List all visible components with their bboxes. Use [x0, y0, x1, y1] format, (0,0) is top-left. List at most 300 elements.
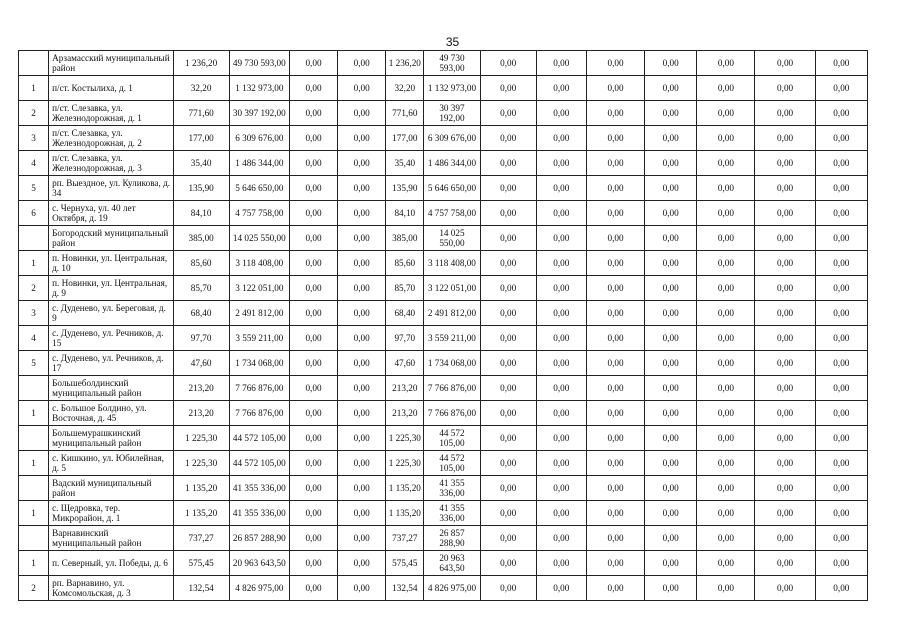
- zero-cell: 0,00: [755, 276, 815, 301]
- zero-cell: 0,00: [815, 526, 867, 551]
- cost-cell: 6 309 676,00: [424, 126, 480, 151]
- zero-cell: 0,00: [536, 326, 586, 351]
- zero-cell: 0,00: [815, 301, 867, 326]
- district-row: [19, 426, 868, 451]
- address-row: [19, 551, 868, 576]
- zero-cell: 0,00: [645, 226, 697, 251]
- zero-cell: 0,00: [338, 451, 386, 476]
- zero-cell: 0,00: [697, 76, 755, 101]
- zero-cell: 0,00: [536, 51, 586, 76]
- address-row: [19, 451, 868, 476]
- area-cell: 737,27: [386, 526, 424, 551]
- zero-cell: 0,00: [338, 201, 386, 226]
- address-cell: п/ст. Костылиха, д. 1: [49, 76, 173, 101]
- zero-cell: 0,00: [480, 76, 536, 101]
- zero-cell: 0,00: [586, 451, 644, 476]
- district-row: [19, 51, 868, 76]
- zero-cell: 0,00: [697, 301, 755, 326]
- zero-cell: 0,00: [586, 176, 644, 201]
- cost-cell: 4 757 758,00: [424, 201, 480, 226]
- zero-cell: 0,00: [755, 201, 815, 226]
- row-number-cell: [19, 226, 49, 251]
- row-number-cell: 1: [19, 76, 49, 101]
- zero-cell: 0,00: [586, 401, 644, 426]
- zero-cell: 0,00: [755, 376, 815, 401]
- zero-cell: 0,00: [480, 226, 536, 251]
- district-row: [19, 376, 868, 401]
- zero-cell: 0,00: [645, 201, 697, 226]
- zero-cell: 0,00: [755, 176, 815, 201]
- address-row: [19, 126, 868, 151]
- cost-cell: 1 486 344,00: [424, 151, 480, 176]
- zero-cell: 0,00: [645, 426, 697, 451]
- zero-cell: 0,00: [338, 401, 386, 426]
- cost-cell: 7 766 876,00: [424, 401, 480, 426]
- area-cell: 575,45: [173, 551, 229, 576]
- zero-cell: 0,00: [815, 151, 867, 176]
- zero-cell: 0,00: [289, 301, 337, 326]
- zero-cell: 0,00: [755, 401, 815, 426]
- zero-cell: 0,00: [289, 51, 337, 76]
- zero-cell: 0,00: [697, 476, 755, 501]
- zero-cell: 0,00: [697, 576, 755, 601]
- zero-cell: 0,00: [697, 351, 755, 376]
- area-cell: 1 225,30: [386, 426, 424, 451]
- zero-cell: 0,00: [338, 526, 386, 551]
- zero-cell: 0,00: [586, 76, 644, 101]
- zero-cell: 0,00: [645, 526, 697, 551]
- zero-cell: 0,00: [289, 551, 337, 576]
- cost-cell: 5 646 650,00: [229, 176, 289, 201]
- zero-cell: 0,00: [480, 526, 536, 551]
- zero-cell: 0,00: [586, 551, 644, 576]
- zero-cell: 0,00: [536, 376, 586, 401]
- cost-cell: 44 572 105,00: [424, 426, 480, 451]
- zero-cell: 0,00: [338, 376, 386, 401]
- area-cell: 213,20: [173, 376, 229, 401]
- zero-cell: 0,00: [815, 351, 867, 376]
- address-row: [19, 501, 868, 526]
- address-row: [19, 176, 868, 201]
- area-cell: 68,40: [173, 301, 229, 326]
- zero-cell: 0,00: [697, 151, 755, 176]
- cost-cell: 6 309 676,00: [229, 126, 289, 151]
- row-number-cell: 6: [19, 201, 49, 226]
- zero-cell: 0,00: [697, 201, 755, 226]
- cost-cell: 1 486 344,00: [229, 151, 289, 176]
- area-cell: 35,40: [173, 151, 229, 176]
- address-cell: п. Новинки, ул. Центральная, д. 9: [49, 276, 173, 301]
- zero-cell: 0,00: [536, 476, 586, 501]
- cost-cell: 26 857 288,90: [424, 526, 480, 551]
- cost-cell: 7 766 876,00: [229, 401, 289, 426]
- zero-cell: 0,00: [586, 276, 644, 301]
- area-cell: 85,60: [173, 251, 229, 276]
- zero-cell: 0,00: [586, 226, 644, 251]
- cost-cell: 41 355 336,00: [424, 501, 480, 526]
- cost-cell: 41 355 336,00: [229, 501, 289, 526]
- row-number-cell: 4: [19, 326, 49, 351]
- zero-cell: 0,00: [755, 126, 815, 151]
- cost-cell: 14 025 550,00: [424, 226, 480, 251]
- zero-cell: 0,00: [536, 126, 586, 151]
- zero-cell: 0,00: [480, 576, 536, 601]
- area-cell: 84,10: [173, 201, 229, 226]
- zero-cell: 0,00: [755, 76, 815, 101]
- zero-cell: 0,00: [697, 501, 755, 526]
- zero-cell: 0,00: [645, 51, 697, 76]
- zero-cell: 0,00: [586, 376, 644, 401]
- row-number-cell: 3: [19, 301, 49, 326]
- zero-cell: 0,00: [480, 351, 536, 376]
- area-cell: 1 236,20: [386, 51, 424, 76]
- zero-cell: 0,00: [289, 401, 337, 426]
- zero-cell: 0,00: [586, 426, 644, 451]
- zero-cell: 0,00: [586, 151, 644, 176]
- zero-cell: 0,00: [697, 176, 755, 201]
- address-row: [19, 576, 868, 601]
- zero-cell: 0,00: [536, 176, 586, 201]
- area-cell: 1 135,20: [173, 476, 229, 501]
- zero-cell: 0,00: [480, 126, 536, 151]
- zero-cell: 0,00: [338, 301, 386, 326]
- zero-cell: 0,00: [536, 501, 586, 526]
- area-cell: 771,60: [386, 101, 424, 126]
- zero-cell: 0,00: [338, 76, 386, 101]
- area-cell: 68,40: [386, 301, 424, 326]
- zero-cell: 0,00: [289, 126, 337, 151]
- cost-cell: 3 122 051,00: [229, 276, 289, 301]
- cost-cell: 3 559 211,00: [229, 326, 289, 351]
- row-number-cell: 1: [19, 551, 49, 576]
- address-cell: с. Дуденево, ул. Речников, д. 17: [49, 351, 173, 376]
- zero-cell: 0,00: [586, 501, 644, 526]
- zero-cell: 0,00: [755, 301, 815, 326]
- zero-cell: 0,00: [338, 501, 386, 526]
- zero-cell: 0,00: [289, 76, 337, 101]
- zero-cell: 0,00: [480, 301, 536, 326]
- zero-cell: 0,00: [289, 201, 337, 226]
- zero-cell: 0,00: [480, 376, 536, 401]
- zero-cell: 0,00: [338, 326, 386, 351]
- address-cell: Большеболдинский муниципальный район: [49, 376, 173, 401]
- address-cell: рп. Варнавино, ул. Комсомольская, д. 3: [49, 576, 173, 601]
- cost-cell: 5 646 650,00: [424, 176, 480, 201]
- zero-cell: 0,00: [815, 201, 867, 226]
- zero-cell: 0,00: [645, 401, 697, 426]
- zero-cell: 0,00: [289, 576, 337, 601]
- zero-cell: 0,00: [697, 51, 755, 76]
- area-cell: 1 135,20: [173, 501, 229, 526]
- zero-cell: 0,00: [289, 351, 337, 376]
- area-cell: 1 225,30: [173, 451, 229, 476]
- zero-cell: 0,00: [536, 101, 586, 126]
- zero-cell: 0,00: [815, 176, 867, 201]
- cost-cell: 1 734 068,00: [424, 351, 480, 376]
- row-number-cell: [19, 476, 49, 501]
- zero-cell: 0,00: [815, 501, 867, 526]
- row-number-cell: 5: [19, 176, 49, 201]
- zero-cell: 0,00: [586, 201, 644, 226]
- zero-cell: 0,00: [815, 226, 867, 251]
- cost-cell: 2 491 812,00: [229, 301, 289, 326]
- zero-cell: 0,00: [536, 151, 586, 176]
- zero-cell: 0,00: [815, 376, 867, 401]
- address-cell: с. Дуденево, ул. Береговая, д. 9: [49, 301, 173, 326]
- zero-cell: 0,00: [586, 476, 644, 501]
- area-cell: 47,60: [173, 351, 229, 376]
- cost-cell: 41 355 336,00: [424, 476, 480, 501]
- address-cell: Арзамасский муниципальный район: [49, 51, 173, 76]
- zero-cell: 0,00: [586, 326, 644, 351]
- district-row: [19, 226, 868, 251]
- row-number-cell: [19, 376, 49, 401]
- zero-cell: 0,00: [697, 551, 755, 576]
- area-cell: 85,70: [386, 276, 424, 301]
- zero-cell: 0,00: [338, 476, 386, 501]
- zero-cell: 0,00: [645, 301, 697, 326]
- cost-cell: 30 397 192,00: [229, 101, 289, 126]
- zero-cell: 0,00: [645, 126, 697, 151]
- address-cell: п/ст. Слезавка, ул. Железнодорожная, д. 1: [49, 101, 173, 126]
- cost-cell: 1 734 068,00: [229, 351, 289, 376]
- zero-cell: 0,00: [645, 101, 697, 126]
- zero-cell: 0,00: [480, 451, 536, 476]
- address-row: [19, 151, 868, 176]
- row-number-cell: 1: [19, 251, 49, 276]
- zero-cell: 0,00: [338, 351, 386, 376]
- cost-cell: 7 766 876,00: [424, 376, 480, 401]
- address-row: [19, 101, 868, 126]
- zero-cell: 0,00: [645, 251, 697, 276]
- cost-cell: 1 132 973,00: [229, 76, 289, 101]
- zero-cell: 0,00: [586, 301, 644, 326]
- zero-cell: 0,00: [338, 251, 386, 276]
- cost-cell: 41 355 336,00: [229, 476, 289, 501]
- zero-cell: 0,00: [536, 551, 586, 576]
- address-row: [19, 201, 868, 226]
- area-cell: 47,60: [386, 351, 424, 376]
- cost-cell: 30 397 192,00: [424, 101, 480, 126]
- zero-cell: 0,00: [645, 451, 697, 476]
- address-row: [19, 401, 868, 426]
- address-cell: Богородский муниципальный район: [49, 226, 173, 251]
- address-cell: с. Большое Болдино, ул. Восточная, д. 45: [49, 401, 173, 426]
- zero-cell: 0,00: [645, 151, 697, 176]
- address-cell: с. Кишкино, ул. Юбилейная, д. 5: [49, 451, 173, 476]
- zero-cell: 0,00: [697, 276, 755, 301]
- zero-cell: 0,00: [480, 401, 536, 426]
- area-cell: 35,40: [386, 151, 424, 176]
- zero-cell: 0,00: [645, 326, 697, 351]
- district-row: [19, 526, 868, 551]
- area-cell: 177,00: [173, 126, 229, 151]
- row-number-cell: [19, 51, 49, 76]
- zero-cell: 0,00: [338, 276, 386, 301]
- zero-cell: 0,00: [755, 251, 815, 276]
- zero-cell: 0,00: [815, 476, 867, 501]
- cost-cell: 20 963 643,50: [424, 551, 480, 576]
- zero-cell: 0,00: [289, 426, 337, 451]
- row-number-cell: 2: [19, 101, 49, 126]
- zero-cell: 0,00: [480, 476, 536, 501]
- zero-cell: 0,00: [815, 276, 867, 301]
- zero-cell: 0,00: [289, 226, 337, 251]
- zero-cell: 0,00: [755, 476, 815, 501]
- address-cell: рп. Выездное, ул. Куликова, д. 34: [49, 176, 173, 201]
- zero-cell: 0,00: [645, 551, 697, 576]
- row-number-cell: 3: [19, 126, 49, 151]
- zero-cell: 0,00: [289, 251, 337, 276]
- zero-cell: 0,00: [289, 151, 337, 176]
- zero-cell: 0,00: [755, 526, 815, 551]
- area-cell: 97,70: [386, 326, 424, 351]
- zero-cell: 0,00: [697, 376, 755, 401]
- zero-cell: 0,00: [815, 551, 867, 576]
- row-number-cell: 4: [19, 151, 49, 176]
- zero-cell: 0,00: [815, 576, 867, 601]
- cost-cell: 44 572 105,00: [424, 451, 480, 476]
- zero-cell: 0,00: [645, 176, 697, 201]
- zero-cell: 0,00: [755, 226, 815, 251]
- cost-cell: 4 757 758,00: [229, 201, 289, 226]
- zero-cell: 0,00: [755, 451, 815, 476]
- zero-cell: 0,00: [289, 451, 337, 476]
- zero-cell: 0,00: [338, 151, 386, 176]
- address-cell: с. Чернуха, ул. 40 лет Октября, д. 19: [49, 201, 173, 226]
- zero-cell: 0,00: [697, 226, 755, 251]
- zero-cell: 0,00: [338, 226, 386, 251]
- address-cell: п. Новинки, ул. Центральная, д. 10: [49, 251, 173, 276]
- zero-cell: 0,00: [289, 376, 337, 401]
- address-row: [19, 351, 868, 376]
- zero-cell: 0,00: [815, 101, 867, 126]
- zero-cell: 0,00: [289, 326, 337, 351]
- zero-cell: 0,00: [289, 176, 337, 201]
- zero-cell: 0,00: [586, 251, 644, 276]
- zero-cell: 0,00: [697, 101, 755, 126]
- cost-cell: 7 766 876,00: [229, 376, 289, 401]
- address-row: [19, 276, 868, 301]
- area-cell: 97,70: [173, 326, 229, 351]
- zero-cell: 0,00: [645, 276, 697, 301]
- zero-cell: 0,00: [815, 326, 867, 351]
- zero-cell: 0,00: [289, 526, 337, 551]
- cost-cell: 49 730 593,00: [229, 51, 289, 76]
- area-cell: 85,60: [386, 251, 424, 276]
- zero-cell: 0,00: [338, 101, 386, 126]
- address-cell: п/ст. Слезавка, ул. Железнодорожная, д. 2: [49, 126, 173, 151]
- zero-cell: 0,00: [289, 276, 337, 301]
- address-cell: Вадский муниципальный район: [49, 476, 173, 501]
- zero-cell: 0,00: [697, 451, 755, 476]
- area-cell: 32,20: [173, 76, 229, 101]
- zero-cell: 0,00: [697, 251, 755, 276]
- zero-cell: 0,00: [480, 51, 536, 76]
- area-cell: 85,70: [173, 276, 229, 301]
- zero-cell: 0,00: [480, 426, 536, 451]
- zero-cell: 0,00: [755, 326, 815, 351]
- zero-cell: 0,00: [755, 101, 815, 126]
- zero-cell: 0,00: [338, 51, 386, 76]
- address-row: [19, 251, 868, 276]
- row-number-cell: 1: [19, 501, 49, 526]
- area-cell: 177,00: [386, 126, 424, 151]
- area-cell: 84,10: [386, 201, 424, 226]
- row-number-cell: 2: [19, 576, 49, 601]
- zero-cell: 0,00: [536, 76, 586, 101]
- area-cell: 213,20: [386, 376, 424, 401]
- zero-cell: 0,00: [480, 501, 536, 526]
- zero-cell: 0,00: [815, 51, 867, 76]
- cost-cell: 3 118 408,00: [424, 251, 480, 276]
- zero-cell: 0,00: [536, 201, 586, 226]
- zero-cell: 0,00: [755, 151, 815, 176]
- zero-cell: 0,00: [536, 351, 586, 376]
- address-cell: п. Северный, ул. Победы, д. 6: [49, 551, 173, 576]
- zero-cell: 0,00: [586, 526, 644, 551]
- zero-cell: 0,00: [536, 401, 586, 426]
- zero-cell: 0,00: [338, 576, 386, 601]
- zero-cell: 0,00: [815, 426, 867, 451]
- area-cell: 575,45: [386, 551, 424, 576]
- area-cell: 135,90: [386, 176, 424, 201]
- zero-cell: 0,00: [697, 526, 755, 551]
- area-cell: 737,27: [173, 526, 229, 551]
- zero-cell: 0,00: [815, 401, 867, 426]
- address-row: [19, 301, 868, 326]
- page-number: 35: [445, 35, 460, 49]
- area-cell: 32,20: [386, 76, 424, 101]
- row-number-cell: [19, 426, 49, 451]
- cost-cell: 44 572 105,00: [229, 426, 289, 451]
- zero-cell: 0,00: [536, 576, 586, 601]
- zero-cell: 0,00: [536, 526, 586, 551]
- address-row: [19, 326, 868, 351]
- cost-cell: 3 118 408,00: [229, 251, 289, 276]
- district-row: [19, 476, 868, 501]
- cost-cell: 44 572 105,00: [229, 451, 289, 476]
- zero-cell: 0,00: [289, 501, 337, 526]
- area-cell: 135,90: [173, 176, 229, 201]
- zero-cell: 0,00: [586, 101, 644, 126]
- zero-cell: 0,00: [289, 476, 337, 501]
- address-cell: с. Щедровка, тер. Микрорайон, д. 1: [49, 501, 173, 526]
- address-cell: с. Дуденево, ул. Речников, д. 15: [49, 326, 173, 351]
- area-cell: 213,20: [173, 401, 229, 426]
- zero-cell: 0,00: [755, 501, 815, 526]
- cost-cell: 3 559 211,00: [424, 326, 480, 351]
- zero-cell: 0,00: [697, 326, 755, 351]
- area-cell: 132,54: [173, 576, 229, 601]
- zero-cell: 0,00: [645, 76, 697, 101]
- zero-cell: 0,00: [536, 451, 586, 476]
- area-cell: 1 135,20: [386, 476, 424, 501]
- area-cell: 132,54: [386, 576, 424, 601]
- row-number-cell: 1: [19, 451, 49, 476]
- zero-cell: 0,00: [815, 251, 867, 276]
- address-cell: Большемурашкинский муниципальный район: [49, 426, 173, 451]
- zero-cell: 0,00: [645, 576, 697, 601]
- zero-cell: 0,00: [536, 426, 586, 451]
- zero-cell: 0,00: [586, 126, 644, 151]
- table-body: [19, 51, 868, 601]
- zero-cell: 0,00: [480, 326, 536, 351]
- zero-cell: 0,00: [586, 576, 644, 601]
- area-cell: 771,60: [173, 101, 229, 126]
- row-number-cell: 1: [19, 401, 49, 426]
- zero-cell: 0,00: [755, 426, 815, 451]
